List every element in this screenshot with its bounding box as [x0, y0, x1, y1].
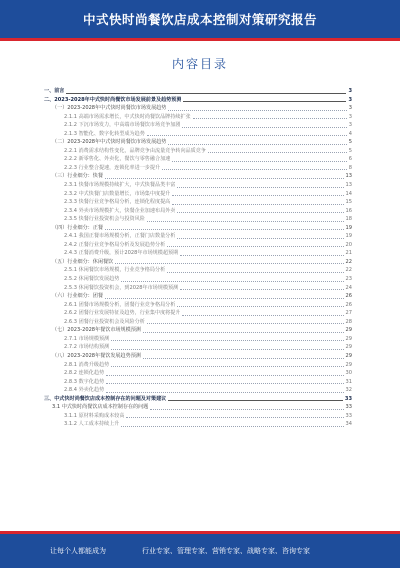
toc-entry[interactable] — [44, 164, 352, 173]
toc-page-number: 29 — [345, 361, 352, 368]
toc-leader-dots — [172, 203, 343, 205]
toc-page-number: 3 — [348, 105, 352, 112]
toc-entry-text: 2.8.2 连锁化趋势 — [64, 370, 105, 377]
toc-leader-dots — [147, 322, 344, 324]
toc-page-number: 3 — [348, 122, 352, 129]
toc-entry-text: 2.7.1 市场规模预测 — [64, 335, 110, 342]
toc-leader-dots — [180, 254, 343, 256]
toc-page-number: 30 — [345, 370, 352, 377]
toc-entry-text: 三、中式快时尚餐饮店成本控制存在的问题及对策建议 — [44, 395, 167, 402]
toc-leader-dots — [106, 382, 343, 384]
toc-leader-dots — [168, 399, 343, 401]
toc-entry[interactable] — [44, 104, 352, 113]
toc-entry-text: 2.6.2 团餐行业发展特征及趋势，行业集中度将提升 — [64, 310, 181, 317]
toc-entry[interactable] — [44, 343, 352, 352]
toc-leader-dots — [105, 228, 344, 230]
toc-leader-dots — [150, 408, 343, 410]
toc-page-number: 21 — [345, 250, 352, 257]
footer-roles: 行业专家、管理专家、营销专家、战略专家、咨询专家 — [142, 547, 310, 555]
toc-page-number: 6 — [348, 156, 352, 163]
toc-entry-text: 2.5.1 休闲餐饮市场规模，行业竞争格局分析 — [64, 267, 166, 274]
toc-entry[interactable] — [44, 284, 352, 293]
toc-entry[interactable] — [44, 386, 352, 395]
toc-leader-dots — [177, 305, 343, 307]
toc-page-number: 18 — [345, 216, 352, 223]
toc-entry[interactable] — [44, 275, 352, 284]
toc-entry[interactable] — [44, 258, 352, 267]
toc-entry[interactable] — [44, 224, 352, 233]
toc-entry[interactable] — [44, 96, 352, 105]
toc-page-number: 16 — [345, 207, 352, 214]
toc-entry-text: 2.8.3 数字化趋势 — [64, 378, 105, 385]
toc-entry[interactable] — [44, 121, 352, 130]
toc-leader-dots — [143, 357, 344, 359]
toc-entry-text: 2.3.3 快餐行业竞争格局分析，连锁化程度提高 — [64, 199, 171, 206]
toc-page-number: 20 — [345, 241, 352, 248]
toc-page-number: 22 — [345, 267, 352, 274]
toc-page-number: 29 — [345, 344, 352, 351]
toc-entry[interactable] — [44, 138, 352, 147]
toc-entry-text: 2.3.4 外卖市场规模扩大，快餐企业加速布局外卖 — [64, 207, 176, 214]
toc-entry-text: 2.2.1 消费需求结构性变化，品牌竞争由流量竞争转向品质竞争 — [64, 147, 206, 154]
toc-page-number: 26 — [345, 301, 352, 308]
toc-entry-text: （二）2023-2028年中式快时尚餐饮市场发展趋势 — [52, 139, 167, 146]
toc-entry-text: 二、2023-2028年中式快时尚餐饮市场发展前景及趋势预测 — [44, 96, 182, 103]
toc-heading: 内容目录 — [171, 57, 228, 71]
table-of-contents — [44, 87, 352, 429]
toc-entry-text: 2.6.1 团餐市场规模分析，团餐行业竞争格局分析 — [64, 301, 176, 308]
toc-entry[interactable] — [44, 335, 352, 344]
footer-slogan: 让每个人都能成为 — [50, 547, 106, 555]
toc-page-number: 33 — [344, 395, 352, 402]
toc-leader-dots — [172, 194, 343, 196]
toc-entry-text: 2.5.3 休闲餐饮投资机会，到2028年市场规模预测 — [64, 284, 179, 291]
toc-entry[interactable] — [44, 412, 352, 421]
toc-entry[interactable] — [44, 190, 352, 199]
toc-entry[interactable] — [44, 395, 352, 404]
toc-leader-dots — [111, 365, 343, 367]
toc-page-number: 27 — [345, 310, 352, 317]
toc-page-number: 5 — [348, 139, 352, 146]
toc-leader-dots — [180, 288, 343, 290]
toc-entry[interactable] — [44, 198, 352, 207]
toc-entry[interactable] — [44, 403, 352, 412]
toc-entry[interactable] — [44, 241, 352, 250]
toc-leader-dots — [66, 92, 346, 94]
toc-entry-text: 2.1.3 智能化、数字化转型成为趋势 — [64, 130, 145, 137]
toc-entry[interactable] — [44, 326, 352, 335]
toc-leader-dots — [115, 262, 343, 264]
toc-entry-text: 2.7.2 市场结构预测 — [64, 344, 110, 351]
toc-entry[interactable] — [44, 155, 352, 164]
toc-entry[interactable] — [44, 292, 352, 301]
toc-entry-text: 2.5.2 休闲餐饮发展趋势 — [64, 276, 120, 283]
toc-entry-text: 3.1 中式快时尚餐饮店成本控制存在的问题 — [52, 404, 149, 411]
toc-entry-text: 2.6.3 团餐行业投资机会及风险分析 — [64, 318, 145, 325]
toc-entry-text: 一、前言 — [44, 88, 65, 94]
toc-page-number: 32 — [345, 387, 352, 394]
toc-entry[interactable] — [44, 301, 352, 310]
toc-entry[interactable] — [44, 172, 352, 181]
toc-entry[interactable] — [44, 378, 352, 387]
toc-entry-text: 3.1.2 人工成本持续上升 — [64, 421, 120, 428]
toc-entry[interactable] — [44, 207, 352, 216]
toc-entry[interactable] — [44, 130, 352, 139]
toc-entry-text: （一）2023-2028年中式快时尚餐饮市场发展趋势 — [52, 105, 167, 112]
toc-page-number: 5 — [348, 147, 352, 154]
toc-leader-dots — [105, 177, 344, 179]
toc-entry-text: 2.3.5 快餐行业投资机会与投资风险 — [64, 216, 145, 223]
toc-leader-dots — [183, 100, 346, 102]
toc-leader-dots — [168, 143, 346, 145]
toc-leader-dots — [177, 186, 343, 188]
toc-entry-text: （三）行业细分：快餐 — [52, 173, 103, 180]
toc-page-number: 29 — [345, 335, 352, 342]
toc-page-number: 22 — [345, 258, 352, 265]
toc-page-number: 31 — [345, 378, 352, 385]
toc-page-number: 33 — [345, 412, 352, 419]
toc-page-number: 28 — [345, 318, 352, 325]
toc-entry-text: 2.4.3 正餐消费升级，预计2028年市场规模超预期 — [64, 250, 179, 257]
toc-entry[interactable] — [44, 369, 352, 378]
toc-entry[interactable] — [44, 87, 352, 96]
toc-page-number: 13 — [345, 182, 352, 189]
toc-page-number: 15 — [345, 199, 352, 206]
toc-entry[interactable] — [44, 266, 352, 275]
toc-leader-dots — [167, 271, 343, 273]
toc-leader-dots — [167, 245, 343, 247]
toc-page-number: 29 — [345, 327, 352, 334]
toc-leader-dots — [106, 391, 343, 393]
report-header — [0, 0, 400, 41]
toc-leader-dots — [106, 374, 343, 376]
toc-entry[interactable] — [44, 249, 352, 258]
toc-leader-dots — [121, 425, 343, 427]
toc-page-number: 19 — [345, 233, 352, 240]
toc-leader-dots — [111, 348, 343, 350]
toc-page-number: 26 — [345, 293, 352, 300]
toc-page-number: 3 — [348, 96, 352, 103]
toc-leader-dots — [121, 280, 343, 282]
toc-page-number: 3 — [348, 88, 352, 94]
toc-leader-dots — [126, 416, 343, 418]
toc-entry-text: （八）2023-2028年餐饮发展趋势预测 — [52, 352, 141, 359]
toc-entry-text: （五）行业细分：休闲餐饮 — [52, 258, 114, 265]
toc-entry-text: （四）行业细分：正餐 — [52, 224, 103, 231]
toc-entry-text: 2.3.1 快餐市场规模持续扩大，中式快餐品类丰富 — [64, 182, 176, 189]
report-footer — [0, 531, 400, 568]
toc-entry-text: 2.2.2 新零售化、外卖化，餐饮与零售融合加速 — [64, 156, 171, 163]
toc-leader-dots — [162, 168, 347, 170]
toc-entry[interactable] — [44, 352, 352, 361]
toc-leader-dots — [143, 331, 344, 333]
toc-page-number: 4 — [348, 130, 352, 137]
toc-entry-text: 2.8.1 消费升级趋势 — [64, 361, 110, 368]
toc-leader-dots — [193, 117, 347, 119]
toc-entry[interactable] — [44, 318, 352, 327]
toc-page-number: 13 — [345, 173, 352, 180]
toc-leader-dots — [172, 160, 346, 162]
toc-page-number: 14 — [345, 190, 352, 197]
toc-leader-dots — [147, 220, 344, 222]
report-title: 中式快时尚餐饮店成本控制对策研究报告 — [82, 12, 317, 27]
toc-entry-text: （七）2023-2028年餐饮市场规模预测 — [52, 327, 141, 334]
toc-entry[interactable] — [44, 215, 352, 224]
toc-leader-dots — [182, 314, 343, 316]
toc-entry[interactable] — [44, 420, 352, 429]
toc-leader-dots — [111, 339, 343, 341]
toc-page-number: 33 — [345, 404, 352, 411]
toc-leader-dots — [105, 297, 344, 299]
toc-leader-dots — [147, 134, 347, 136]
toc-entry-text: 2.4.2 正餐行业竞争格局分析及发展趋势分析 — [64, 241, 166, 248]
toc-entry[interactable] — [44, 113, 352, 122]
toc-entry[interactable] — [44, 232, 352, 241]
toc-entry[interactable] — [44, 361, 352, 370]
toc-leader-dots — [208, 151, 347, 153]
toc-page-number: 3 — [348, 113, 352, 120]
toc-entry-text: 2.1.2 下沉市场发力，中高端市场餐饮市场竞争加剧 — [64, 122, 181, 129]
toc-page-number: 29 — [345, 352, 352, 359]
toc-page-number: 34 — [345, 421, 352, 428]
toc-leader-dots — [177, 211, 343, 213]
toc-entry-text: 2.4.1 我国正餐市场规模分析，正餐门店数量分析 — [64, 233, 176, 240]
toc-entry[interactable] — [44, 147, 352, 156]
toc-page-number: 24 — [345, 284, 352, 291]
toc-entry-text: （六）行业细分：团餐 — [52, 293, 103, 300]
toc-entry-text: 2.1.1 高端市场需求增长，中式快时尚餐饮品牌持续扩张 — [64, 113, 191, 120]
toc-page-number: 19 — [345, 224, 352, 231]
toc-page-number: 23 — [345, 276, 352, 283]
toc-entry-text: 3.1.1 原材料采购成本较高 — [64, 412, 125, 419]
toc-entry-text: 2.3.2 中式快餐门店数量增长，市场集中度提升 — [64, 190, 171, 197]
toc-entry[interactable] — [44, 181, 352, 190]
toc-leader-dots — [177, 237, 343, 239]
toc-entry[interactable] — [44, 309, 352, 318]
toc-entry-text: 2.8.4 外卖化趋势 — [64, 387, 105, 394]
toc-leader-dots — [182, 126, 346, 128]
toc-page-number: 8 — [348, 164, 352, 171]
toc-leader-dots — [168, 109, 346, 111]
toc-entry-text: 2.2.3 行业整合提速，连锁化率进一步提升 — [64, 164, 161, 171]
